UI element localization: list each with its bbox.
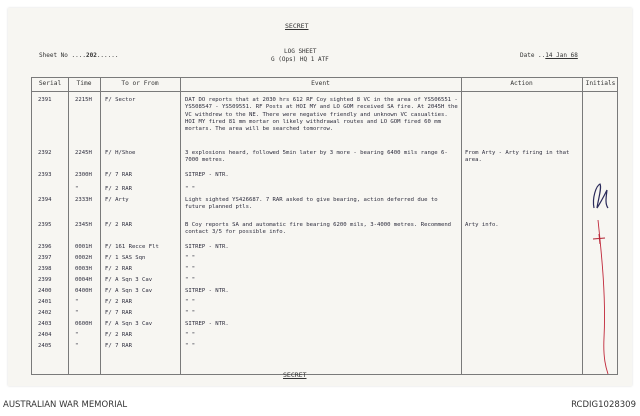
time-cell: 2300H xyxy=(75,172,92,178)
to-or-from-cell: F/ 1 SAS Sqn xyxy=(105,255,146,261)
sheet-date xyxy=(520,52,578,59)
to-or-from-cell: F/ 7 RAR xyxy=(105,343,132,349)
time-cell: " xyxy=(75,343,79,349)
to-or-from-cell: F/ Sector xyxy=(105,97,136,103)
column-header-action: Action xyxy=(510,80,533,87)
archive-name: AUSTRALIAN WAR MEMORIAL xyxy=(3,400,128,410)
to-or-from-cell: F/ H/Shoe xyxy=(105,150,136,156)
time-cell: 0002H xyxy=(75,255,92,261)
column-header-to-or-from: To or From xyxy=(121,80,159,87)
event-cell: SITREP - NTR. xyxy=(185,288,229,294)
time-cell: " xyxy=(75,186,79,192)
time-cell: 0600H xyxy=(75,321,92,327)
serial-cell: 2404 xyxy=(38,332,52,338)
event-cell: " " xyxy=(185,277,196,283)
to-or-from-cell: F/ A Sqn 3 Cav xyxy=(105,277,153,283)
event-cell: 3 explosions heard, followed 5min later by 3 more - bearing 6400 mils range 6-7000 metres. xyxy=(185,150,448,164)
action-cell: Arty info. xyxy=(465,222,499,228)
event-cell: SITREP - NTR. xyxy=(185,244,229,250)
time-cell: 0003H xyxy=(75,266,92,272)
to-or-from-cell: F/ 7 RAR xyxy=(105,172,132,178)
sheet-number-label: Sheet No .... xyxy=(39,52,86,59)
time-cell: " xyxy=(75,310,79,316)
serial-cell: 2394 xyxy=(38,197,52,203)
column-header-initials: Initials xyxy=(585,80,616,87)
to-or-from-cell: F/ Arty xyxy=(105,197,129,203)
archive-reference: RCDIG1028309 xyxy=(571,400,636,410)
serial-cell: 2395 xyxy=(38,222,52,228)
to-or-from-cell: F/ A Sqn 3 Cav xyxy=(105,321,153,327)
event-cell: SITREP - NTR. xyxy=(185,321,229,327)
serial-cell: 2393 xyxy=(38,172,52,178)
event-cell: " " xyxy=(185,186,196,192)
event-cell: " " xyxy=(185,299,196,305)
sheet-number: Sheet No ....202...... xyxy=(39,52,119,59)
to-or-from-cell: F/ 2 RAR xyxy=(105,222,132,228)
log-sheet-title: LOG SHEET xyxy=(284,48,317,55)
event-cell: " " xyxy=(185,310,196,316)
serial-cell: 2403 xyxy=(38,321,52,327)
sheet-date-value: 14 Jan 68 xyxy=(545,52,578,59)
time-cell: " xyxy=(75,299,79,305)
action-cell: From Arty - Arty firing in that area. xyxy=(465,150,570,164)
to-or-from-cell: F/ 2 RAR xyxy=(105,186,132,192)
serial-cell: 2397 xyxy=(38,255,52,261)
column-header-serial: Serial xyxy=(38,80,62,87)
handwritten-initials-mark xyxy=(588,178,612,213)
time-cell: 2333H xyxy=(75,197,92,203)
serial-cell: 2391 xyxy=(38,97,52,103)
event-cell: " " xyxy=(185,255,196,261)
time-cell: 0004H xyxy=(75,277,92,283)
classification-bottom: SECRET xyxy=(283,371,307,379)
margin-red-line xyxy=(594,218,614,376)
serial-cell: 2405 xyxy=(38,343,52,349)
classification-top: SECRET xyxy=(285,22,309,30)
to-or-from-cell: F/ 2 RAR xyxy=(105,332,132,338)
event-cell: Light sighted YS426687. 7 RAR asked to give bearing, action deferred due to future planned ptls. xyxy=(185,197,438,211)
log-sheet-page xyxy=(8,8,632,386)
event-cell: " " xyxy=(185,343,196,349)
time-cell: 2245H xyxy=(75,150,92,156)
serial-cell: 2400 xyxy=(38,288,52,294)
serial-cell: 2392 xyxy=(38,150,52,156)
to-or-from-cell: F/ 161 Recce Flt xyxy=(105,244,159,250)
serial-cell: 2396 xyxy=(38,244,52,250)
log-sheet-unit: G (Ops) HQ 1 ATF xyxy=(271,56,329,63)
column-header-time: Time xyxy=(76,80,92,87)
column-header-event: Event xyxy=(311,80,330,87)
event-cell: DAT DO reports that at 2030 hrs 612 RF Coy sighted 8 VC in the area of YS506551 - YS508547 - YS509551. RF Posts at HOI MY and LO GOM received SA fire. At 2045H the VC withdrew to the NE. There were negative friendly and unknown VC casualties. HOI MY fired 81 mm mortar on likely withdrawal routes and LO GOM fired 60 mm mortars. The area will be searched tomorrow. xyxy=(185,97,458,133)
to-or-from-cell: F/ A Sqn 3 Cav xyxy=(105,288,153,294)
serial-cell: 2399 xyxy=(38,277,52,283)
sheet-number-value: 202 xyxy=(85,52,97,59)
event-cell: " " xyxy=(185,332,196,338)
event-cell: SITREP - NTR. xyxy=(185,172,229,178)
to-or-from-cell: F/ 2 RAR xyxy=(105,299,132,305)
to-or-from-cell: F/ 7 RAR xyxy=(105,310,132,316)
sheet-date-label: Date .. xyxy=(520,52,546,59)
time-cell: 0001H xyxy=(75,244,92,250)
serial-cell: 2398 xyxy=(38,266,52,272)
event-cell: " " xyxy=(185,266,196,272)
serial-cell: 2401 xyxy=(38,299,52,305)
log-table xyxy=(31,77,618,375)
time-cell: 2215H xyxy=(75,97,92,103)
to-or-from-cell: F/ 2 RAR xyxy=(105,266,132,272)
event-cell: B Coy reports SA and automatic fire bearing 6200 mils, 3-4000 metres. Recommend contact 3/5 for possible info. xyxy=(185,222,452,236)
time-cell: 0400H xyxy=(75,288,92,294)
time-cell: " xyxy=(75,332,79,338)
archive-footer xyxy=(0,396,640,416)
time-cell: 2345H xyxy=(75,222,92,228)
serial-cell: 2402 xyxy=(38,310,52,316)
